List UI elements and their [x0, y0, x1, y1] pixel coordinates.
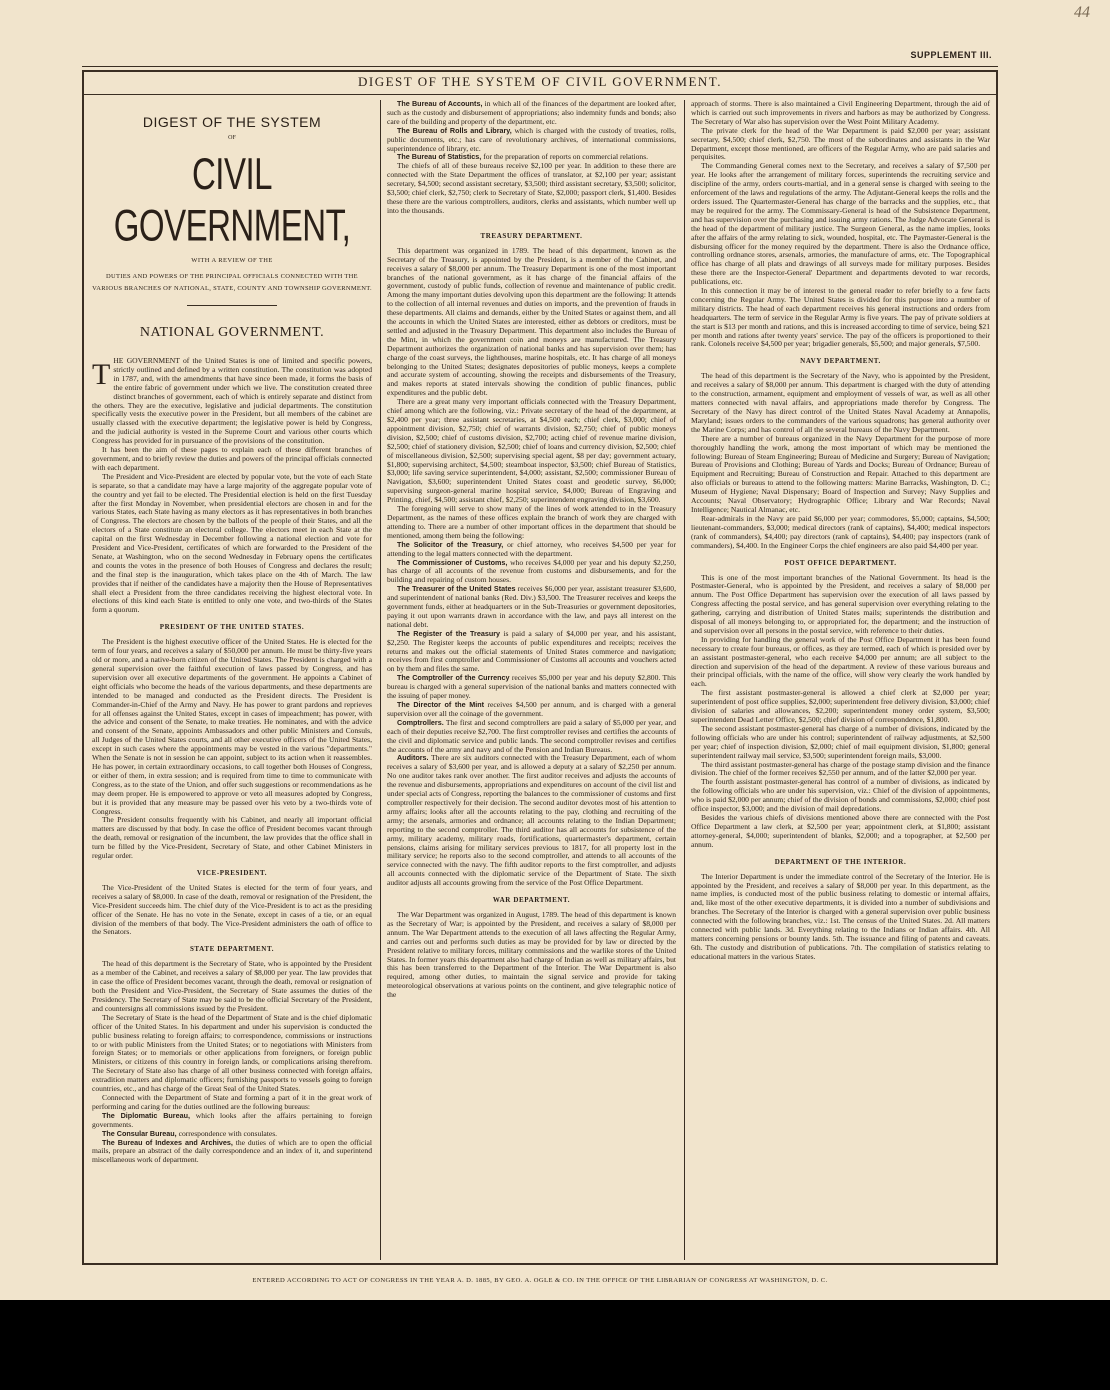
paragraph: The first assistant postmaster-general is allowed a chief clerk at $2,000 per year; superintendent of post office supplies, $2,000; superintendent free delivery division, $3,000; chief division of salaries and allowances, $2,200; superintendent money order system, $3,500; superintendent Dead Letter Office, $2,500; chief division of correspondence, $1,800.: [691, 688, 990, 724]
paragraph: approach of storms. There is also maintained a Civil Engineering Department, through the aid of which is carried out such improvements in rivers and harbors as may be authorized by Congress. The Secretary of War also has supervision over the West Point Military Academy.: [691, 100, 990, 126]
paragraph: The War Department was organized in August, 1789. The head of this department is known as the Secretary of War; is appointed by the President, and receives a salary of $8,000 per annum. The War Department attends to the execution of all laws affecting the Regular Army, and carries out and performs such duties as may be provided for by law or directed by the President relative to military forces, military commissions and the warlike stores of the United States. In former years this department also had charge of Indian as well as military affairs, but this has been transferred to the Department of the Interior. The War Department is also required, among other duties, to maintain the signal service and provide for taking meteorological observations at various points on the continent, and give telegraphic notice of the: [387, 910, 676, 1000]
column-2: [380, 100, 682, 1260]
office-name: The Director of the Mint: [397, 700, 484, 709]
office-text: receives $4,500 per annum, and is charged with a general supervision over all the coinage of the government.: [387, 700, 676, 718]
title-subtitle: DUTIES AND POWERS OF THE PRINCIPAL OFFICIALS CONNECTED WITH THE VARIOUS BRANCHES OF NATIONAL, STATE, COUNTY AND TOWNSHIP GOVERNMENT.: [92, 273, 372, 292]
bureau-name: The Bureau of Accounts,: [397, 100, 483, 108]
office-text: or chief attorney, who receives $4,500 per year for attending to the legal matters connected with the department.: [387, 539, 676, 558]
bureau-text: which is charged with the custody of treaties, rolls, public documents, etc.; has care of revolutionary archives, of international commissions, superintendence of library, etc.: [387, 125, 677, 153]
office-text: who receives $4,000 per year and his deputy $2,250, has charge of all accounts of the revenue from customs and disbursements, and for the building and repairing of custom houses.: [387, 557, 677, 585]
paragraph: [92, 1112, 372, 1130]
title-line-1: DIGEST OF THE SYSTEM: [142, 114, 322, 130]
bureau-name: The Bureau of Indexes and Archives,: [102, 1137, 233, 1147]
copyright-footer: ENTERED ACCORDING TO ACT OF CONGRESS IN THE YEAR A. D. 1885, BY GEO. A. OGLE & CO. IN THE OFFICE OF THE LIBRARIAN OF CONGRESS AT WASHINGTON, D. C.: [252, 1277, 828, 1284]
paragraph: The President and Vice-President are elected by popular vote, but the vote of each State is separate, so that a candidate may have a large majority of the aggregate popular vote of the country and yet fail to be elected. The Presidential election is held on the first Tuesday after the first Monday in November, when presidential electors are chosen in and for the various States, each State having as many electors as it has representatives in both branches of Congress. The electors are chosen by the ballots of the people of their States, and all the electors of a State constitute an electoral college. The electors meet in each State at the capital on the first Wednesday in December following a national election and vote for President and Vice-President, certificates of which are forwarded to the President of the Senate, at Washington, who on the second Wednesday in February opens the certificates and counts the votes in the presence of both Houses of Congress and declares the result; and the final step is the inauguration, which takes place on the 4th of March. The law provides that if neither of the candidates have a majority then the House of Representatives shall elect a President from the three candidates receiving the highest electoral vote. In elections of this kind each State is entitled to only one vote, and two-thirds of the States form a quorum.: [92, 471, 372, 615]
paragraph: The foregoing will serve to show many of the lines of work attended to in the Treasury Department, as the names of these offices explain the branch of work they are charged with attending to. There are a number of other important offices in the department that should be mentioned, among them being the following:: [387, 504, 676, 540]
heading-post-office: POST OFFICE DEPARTMENT.: [784, 558, 897, 567]
bureau-text: the duties of which are to open the official mails, prepare an abstract of the daily correspondence and an index of it, and superintend miscellaneous work of department.: [92, 1137, 372, 1165]
paragraph: The fourth assistant postmaster-general has control of a number of divisions, as indicated by the following officials who are under his supervision, viz.: Chief of the division of appointments, who is paid $2,000 per annum; chief of the division of bonds and commissions, $2,000; chief post office inspector, $3,000; and the division of mail depredations.: [691, 777, 990, 814]
paragraph: The head of this department is the Secretary of State, who is appointed by the President as a member of the Cabinet, and receives a salary of $8,000 per year. The law provides that in case the office of President becomes vacant, through the death, removal or resignation of both the President and Vice-President, the Secretary of State assumes the duties of the Presidency. The Secretary of State may be said to be the official Secretary of the President, and countersigns all commissions issued by the President.: [92, 959, 372, 1013]
paragraph: HE GOVERNMENT of the United States is one of limited and specific powers, strictly outlined and defined by a written constitution. The constitution was adopted in 1787, and, with the amendments that have since been made, it forms the basis of the entire fabric of government under which we live. The constitution created three distinct branches of government, each of which is entirely separate and distinct from the others. They are the executive, legislative and judicial departments. The constitution specifically vests the executive power in the President, but all members of the cabinet are usually classed with the executive department; the legislative power is held by Congress, and the judicial authority is vested in the Supreme Court and various other courts which Congress has provided for in pursuance of the provisions of the constitution.: [92, 356, 372, 446]
paragraph: The chiefs of all of these bureaus receive $2,100 per year. In addition to these there are connected with the State Department the offices of translator, at $2,100 per year; assistant secretary, $4,500; second assistant secretary, $3,500; third assistant secretary, $3,500; solicitor, $3,500; chief clerk, $2,750; clerk to Secretary of State, $2,000; passport clerk, $1,400. Besides these there are the various comptrollers, auditors, clerks and assistants, which number well up into the thousands.: [387, 161, 676, 215]
office-name: The Treasurer of the United States: [397, 584, 516, 594]
bureau-name: The Bureau of Rolls and Library,: [397, 125, 512, 135]
section-heading: NATIONAL GOVERNMENT.: [139, 325, 325, 340]
bureau-text: in which all of the finances of the department are looked after, such as the custody and disbursement of appropriations; also indemnity funds and bonds; also care of the building and property of the department, etc.: [387, 100, 677, 126]
column-3: [684, 100, 996, 1260]
title-rule: [187, 305, 277, 306]
bureau-text: correspondence with consulates.: [178, 1128, 278, 1138]
office-name: The Commissioner of Customs,: [397, 557, 508, 567]
heading-vice-president: VICE-PRESIDENT.: [196, 868, 268, 877]
paragraph: The private clerk for the head of the War Department is paid $2,000 per year; assistant secretary, $4,500; chief clerk, $2,750. The most of the subordinates and assistants in the War Department, except those mentioned, are officers of the Regular Army, who are paid salaries and perquisites.: [691, 125, 990, 162]
office-name: The Solicitor of the Treasury,: [397, 539, 504, 549]
paragraph: The Secretary of State is the head of the Department of State and is the chief diplomatic officer of the United States. In his department and under his supervision is conducted the public business relating to foreign affairs; to correspondence, commissions or instructions to or with public Ministers from the United States; or to negotiations with Ministers from foreign States; or to memorials or other applications from foreigners, or foreign public Ministers, or citizens of this country in foreign lands, or complications arising therefrom. The Secretary of State also has charge of all other business connected with foreign affairs, extradition matters and diplomatic officers; furnishing passports to vessels going to foreign countries, etc., and has charge of the Great Seal of the United States.: [92, 1012, 372, 1094]
heading-war: WAR DEPARTMENT.: [492, 896, 571, 905]
title-of: OF: [228, 135, 236, 141]
column-1: [86, 100, 378, 1260]
office-name: The Register of the Treasury: [397, 628, 501, 638]
paragraph: In this connection it may be of interest to the general reader to refer briefly to a few facts concerning the Regular Army. The United States is divided for this purpose into a number of military districts. The head of each department receives his general instructions and orders from headquarters. The term of service in the Regular Army is five years. The pay of private soldiers at the start is $13 per month and rations, and this is increased according to time of service, being $21 per month and rations after twenty years' service. The pay of the officers is proportioned to their rank. Colonels receive $4,500 per year; brigadier generals, $5,500; and major generals, $7,500.: [691, 286, 990, 349]
bureau-name: The Bureau of Statistics,: [397, 152, 482, 162]
bureau-text: which looks after the affairs pertaining to foreign governments.: [92, 1110, 372, 1129]
masthead: DIGEST OF THE SYSTEM OF CIVIL GOVERNMENT.: [84, 74, 996, 95]
main-title: CIVIL GOVERNMENT,: [113, 148, 351, 250]
paragraph: There are a great many very important officials connected with the Treasury Department, chief among which are the following, viz.: Private secretary of the head of the department, at $2,400 per year; three assistant secretaries, at $4,500 each; chief clerk, $3,000; chief of appointment division, $2,750; chief of warrants division, $2,750; chief of public moneys division, $2,500; chief of customs division, $2,700; acting chief of revenue marine division, $2,500; chief of stationery division, $2,500; chief of loans and currency division, $2,500; chief of miscellaneous division, $2,500; supervising special agent, $8 per day; government actuary, $1,800; supervising architect, $4,500; steamboat inspector, $3,500; chief Bureau of Statistics, $3,000; life saving service superintendent, $4,000; assistant, $2,500; commissioner Bureau of Navigation, $3,600; superintendent United States coast and geodetic survey, $6,000; supervising surgeon-general marine hospital service, $4,000; Bureau of Engraving and Printing, chief, $4,500; assistant chief, $2,250; superintendent engraving division, $3,600.: [387, 397, 676, 505]
paragraph: The President consults frequently with his Cabinet, and nearly all important official matters are discussed by that body. In case the office of President becomes vacant through the death, removal or resignation of the incumbent, the law provides that the office shall in turn be filled by the Vice-President, Secretary of State, and other Cabinet Ministers in regular order.: [92, 815, 372, 861]
paragraph: There are a number of bureaus organized in the Navy Department for the purpose of more thoroughly handling the work, among the most important of which may be mentioned the following: Bureau of Steam Engineering; Bureau of Medicine and Surgery; Bureau of Navigation; Bureau of Provisions and Clothing; Bureau of Yards and Docks; Bureau of Ordnance; Bureau of Equipment and Recruiting; Bureau of Construction and Repair. Attached to this department are also officials or bureaus to attend to the following matters: Marine Barracks, Washington, D. C.; Museum of Hygiene; Naval Dispensary; Board of Inspection and Survey; Navy Supplies and Accounts; Naval Observatory; Hydrographic Office; Library and War Records; Naval Intelligence; Nautical Almanac, etc.: [691, 433, 990, 514]
paragraph: The Interior Department is under the immediate control of the Secretary of the Interior. He is appointed by the President, and receives a salary of $8,000 per year. In this department, as the name implies, is conducted most of the public business relating to domestic or internal affairs, and, like most of the other executive departments, it is divided into a number of subdivisions and branches. The Secretary of the Interior is charged with a general supervision over public business connected with the following branches, viz.: 1st. The census of the United States. 2d. All matters connected with public lands. 3d. Everything relating to the Indians or Indian affairs. 4th. All matters concerning pensions or bounty lands. 5th. The issuance and filing of patents and caveats. 6th. The custody and distribution of publications. 7th. The compilation of statistics relating to educational matters in the various States.: [691, 871, 990, 961]
bureau-name: The Diplomatic Bureau,: [102, 1110, 190, 1120]
heading-state: STATE DEPARTMENT.: [189, 945, 275, 954]
supplement-label: SUPPLEMENT III.: [910, 50, 992, 60]
bottom-black-bar: [0, 1300, 1110, 1390]
paragraph: [92, 1139, 372, 1166]
heading-president: PRESIDENT OF THE UNITED STATES.: [159, 623, 305, 632]
paragraph: The Vice-President of the United States is elected for the term of four years, and receives a salary of $8,000. In case of the death, removal or resignation of the President, the Vice-President succeeds him. The chief duty of the Vice-President is to act as the presiding officer of the Senate. He has no vote in the Senate, except in cases of a tie, or an equal division of the members of that body. The Vice-President administers the oath of office to the Senators.: [92, 882, 372, 937]
office-text: There are six auditors connected with the Treasury Department, each of whom receives a salary of $3,600 per year, and is allowed a deputy at a salary of $2,250 per annum. No one auditor takes rank over another. The first auditor receives and adjusts the accounts of the revenue and disbursements, appropriations and expenditures on account of the civil list and under special acts of Congress, reporting the balances to the commissioner of customs and first comptroller respectively for their decision. The second auditor devotes most of his attention to army affairs; looks after all the accounts relating to the pay, clothing and recruiting of the army; the arsenals, armories and ordnance; all accounts relating to the Indian Department; reporting to the second comptroller. The third auditor has all accounts for subsistence of the army, military academy, military roads, fortifications, quartermaster's department, certain pensions, claims arising for military services previous to 1817, for all property lost in the military service; he reports also to the second comptroller, and attends to all accounts of the service connected with the navy. The fifth auditor reports to the first comptroller, and adjusts all accounts connected with the diplomatic service of the Department of State. The sixth auditor adjusts all accounts growing from the service of the Post Office Department.: [387, 753, 676, 888]
drop-cap: T: [92, 358, 111, 391]
office-name: Comptrollers.: [397, 717, 444, 727]
title-review: WITH A REVIEW OF THE: [191, 257, 273, 264]
paragraph: Besides the various chiefs of divisions mentioned above there are connected with the Post Office Department a law clerk, at $2,500 per year; appointment clerk, at $1,800; assistant attorney-general, $4,000; superintendent of blanks, $2,000; and a topographer, at $2,500 per annum.: [691, 812, 990, 849]
paragraph: In providing for handling the general work of the Post Office Department it has been found necessary to create four bureaus, or offices, as they are termed, each of which is presided over by an assistant postmaster-general, who each receive $4,000 per annum; are all subject to the direction and supervision of the head of the department. A review of these various bureaus and their principal officials, with the name of the office, will show very clearly the work handled by each.: [691, 634, 990, 689]
paragraph: Connected with the Department of State and forming a part of it in the great work of performing and caring for the duties outlined are the following bureaus:: [92, 1092, 372, 1111]
office-name: The Comptroller of the Currency: [397, 673, 510, 683]
bureau-name: The Consular Bureau,: [102, 1128, 177, 1138]
office-text: is paid a salary of $4,000 per year, and his assistant, $2,250. The Register keeps the accounts of public expenditures and receipts; receives the returns and makes out the official statements of United States commerce and navigation; receives from first comptroller and Commissioner of Customs all accounts and vouchers acted on by them and files the same.: [387, 628, 676, 674]
paragraph: It has been the aim of these pages to explain each of these different branches of government, and to briefly review the duties and powers of the principal officials connected with each department.: [92, 445, 372, 472]
heading-interior: DEPARTMENT OF THE INTERIOR.: [774, 857, 907, 866]
top-rule: [82, 66, 998, 67]
office-text: The first and second comptrollers are paid a salary of $5,000 per year, and each of their deputies receive $2,700. The first comptroller revises and certifies the accounts of the civil and diplomatic service and public lands. The second comptroller revises and certifies the accounts of the army and navy and of the Pension and Indian Bureaus.: [387, 717, 676, 754]
heading-navy: NAVY DEPARTMENT.: [800, 357, 881, 366]
paragraph: The third assistant postmaster-general has charge of the postage stamp division and the finance division. The chief of the former receives $2,550 per annum, and of the latter $2,000 per year.: [691, 759, 990, 778]
office-text: receives $6,000 per year, assistant treasurer $3,600, and superintendent of national banks (Red. Div.) $3,500. The Treasurer receives and keeps the government funds, either at headquarters or in the Sub-Treasuries or government depositories, paying it out upon warrants drawn in accordance with the law, and pays all interest on the national debt.: [387, 584, 677, 629]
heading-treasury: TREASURY DEPARTMENT.: [480, 231, 583, 240]
paragraph: The Commanding General comes next to the Secretary, and receives a salary of $7,500 per year. He looks after the arrangement of military forces, superintends the recruiting service and discipline of the army, orders courts-martial, and in a general sense is charged with seeing to the enforcement of the laws and regulations of the army. The Adjutant-General keeps the rolls and the orders issued. The Quartermaster-General has charge of the barracks and the supplies, etc., that may be required for the army. The Commissary-General is head of the Subsistence Department, and has supervision over the purchasing and issuing army rations. The Judge Advocate General is the head of the department of military justice. The Surgeon General, as the name implies, looks after the affairs of the army relating to sick, wounded, hospital, etc. The Paymaster-General is the disbursing officer for the money required by the department. There is also the Ordnance office, controlling ordnance stores, arsenals, armories, the manufacture of arms, etc. The Topographical office has charge of all plats and drawings of all surveys made for military purposes. Besides these there are the Inspector-General' Department and departments devoted to war records, publications, etc.: [691, 161, 990, 287]
paragraph: The second assistant postmaster-general has charge of a number of divisions, indicated by the following officials who are under his control; superintendent of railway adjustments, at $2,500 per year; chief of inspection division, $2,000; chief of mail equipment division, $1,800; general superintendent railway mail service, $3,500; superintendent foreign mails, $3,000.: [691, 723, 990, 760]
bureau-text: for the preparation of reports on commercial relations.: [483, 152, 649, 162]
paragraph: The head of this department is the Secretary of the Navy, who is appointed by the President, and receives a salary of $8,000 per annum. This department is charged with the duty of attending to the construction, armament, equipment and employment of vessels of war, as well as all other matters connected with naval affairs, and appropriations made therefor by Congress. The Secretary of the Navy has direct control of the United States Naval Academy at Annapolis, Maryland; issues orders to the commanders of the various squadrons; has general authority over the Marine Corps; and has control of all the several bureaus of the Navy Department.: [691, 371, 990, 434]
paragraph: The President is the highest executive officer of the United States. He is elected for the term of four years, and receives a salary of $50,000 per annum. He must be thirty-five years old or more, and a native-born citizen of the United States. The President is charged with a general supervision over the faithful execution of laws passed by Congress, and has supervision over all executive departments of the government. He appoints a Cabinet of eight officials who become the heads of the various departments, and these departments are intended to be managed and conducted as the President directs. The President is Commander-in-Chief of the Army and Navy. He has power to grant pardons and reprieves for all offenses against the United States, except in cases of impeachment; has power, with the advice and consent of the Senate, to make treaties. He nominates, and with the advice and consent of the Senate, appoints Ambassadors and other public Ministers and Consuls, all Judges of the United States courts, and all other executive officers of the United States, except in such cases where the appointments may be vested in the various "departments." When the Senate is not in session he can appoint, subject to its action when it reassembles. He has power, in certain extraordinary occasions, to call together both Houses of Congress, or either of them, in extra session; and is required from time to time to communicate with Congress, as to the state of the Union, and offer such suggestions or recommendations as he may deem proper. He is empowered to approve or veto all measures adopted by Congress, but it is provided that any measure may be passed over his veto by a two-thirds vote of Congress.: [92, 637, 372, 816]
office-text: receives $5,000 per year and his deputy $2,800. This bureau is charged with a general supervision of the national banks and matters connected with the issuing of paper money.: [387, 673, 677, 701]
paragraph: This is one of the most important branches of the National Government. Its head is the Postmaster-General, who is appointed by the President, and receives a salary of $8,000 per annum. The Post Office Department has supervision over the execution of all laws passed by Congress affecting the postal service, and has general supervision over everything relating to the gathering, carrying and distribution of United States mails; superintends the distribution and disposal of all moneys belonging to, or appropriated for, the department; and the instruction of and supervision over all persons in the postal service, with reference to their duties.: [691, 572, 990, 635]
handwritten-page-number: 44: [1074, 4, 1090, 21]
paragraph: This department was organized in 1789. The head of this department, known as the Secretary of the Treasury, is appointed by the President, is a member of the Cabinet, and receives a salary of $8,000 per annum. The Treasury Department is one of the most important branches of the national government, as it has charge of the financial affairs of the government, custody of public funds, collection of revenue and maintenance of public credit. Among the many important duties devolving upon this department are the following: It attends to the collection of all internal revenues and duties on imports, and the prevention of frauds in these departments. All claims and demands, either by the United States or against them, and all the accounts in which the United States are interested, either as debtors or creditors, must be settled and adjusted in the Treasury Department. This department also includes the Bureau of the Mint, in which the government coin and moneys are manufactured. The Treasury Department authorizes the organization of national banks and has supervision over them; has charge of the coast surveys, the lighthouses, marine hospitals, etc. It has charge of all moneys belonging to the United States; designates depositories of public moneys, keeps a complete and accurate system of accounting, showing the receipts and disbursements of the Treasury, and makes reports at stated intervals showing the condition of public finances, public expenditures and the public debt.: [387, 245, 676, 398]
office-name: Auditors.: [397, 753, 429, 763]
paragraph: Rear-admirals in the Navy are paid $6,000 per year; commodores, $5,000; captains, $4,500; lieutenant-commanders, $3,000; medical directors (rank of captains), $4,400; medical inspectors (rank of commanders), $4,400; pay directors (rank of captains), $4,400; pay inspectors (rank of commanders), $4,400. In the Engineer Corps the chief engineers are also paid $4,400 per year.: [691, 513, 990, 550]
